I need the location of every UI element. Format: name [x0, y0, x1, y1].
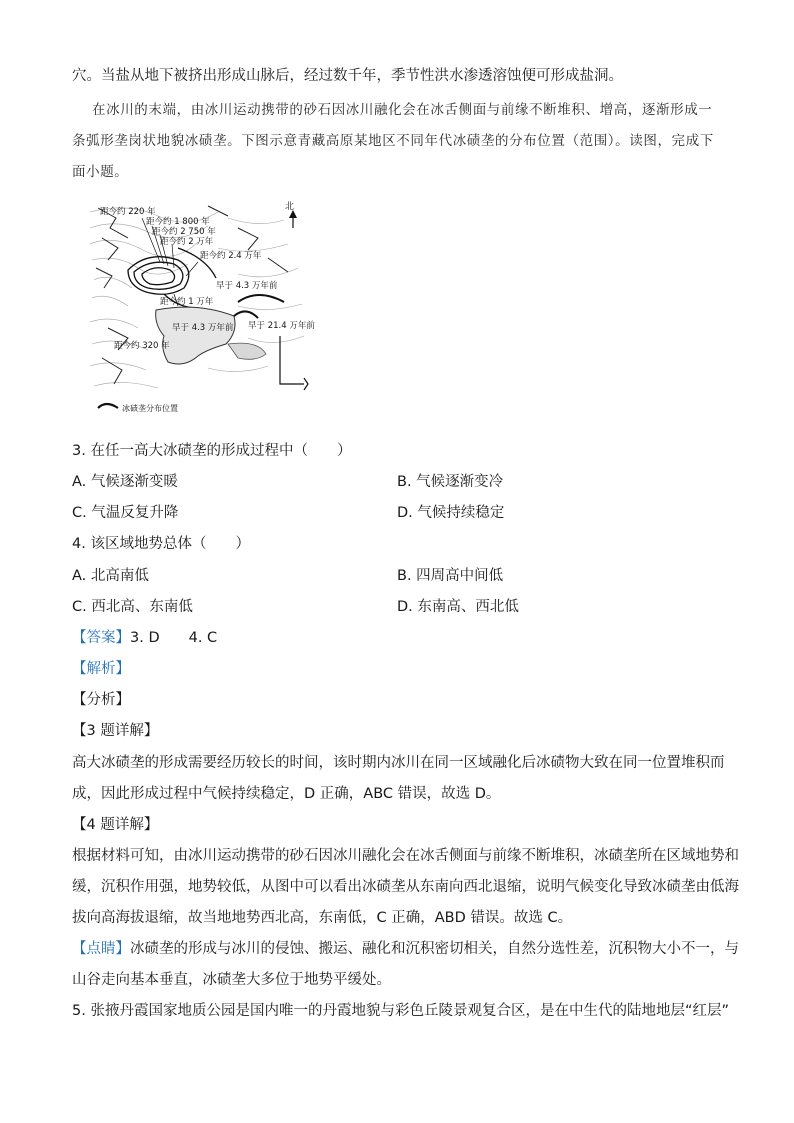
detail-4-tag: 【4 题详解】 — [72, 817, 159, 833]
material-paragraph-line: 面小题。 — [72, 164, 129, 180]
q4-option-a: A. 北高南低 — [72, 568, 149, 584]
fenxi-tag: 【分析】 — [72, 692, 130, 708]
tip-tag: 【点睛】 — [72, 941, 130, 957]
q4-option-c: C. 西北高、东南低 — [72, 599, 193, 615]
detail-3-text: 高大冰碛垄的形成需要经历较长的时间，该时期内冰川在同一区域融化后冰碛物大致在同一位置堆积而 — [72, 755, 725, 771]
moraine-legend-icon — [98, 404, 118, 408]
detail-3-tag: 【3 题详解】 — [72, 723, 159, 739]
map-label: 距今约 2 750 年 — [152, 227, 216, 237]
map-legend — [98, 403, 178, 413]
question-4-stem: 4. 该区域地势总体（ ） — [72, 536, 250, 552]
answer-line — [72, 628, 217, 648]
q3-option-d: D. 气候持续稳定 — [397, 505, 505, 521]
q3-option-a: A. 气候逐渐变暖 — [72, 474, 178, 490]
tip-text: 山谷走向基本垂直，冰碛垄大多位于地势平缓处。 — [72, 972, 391, 988]
map-label: 距今约 2 万年 — [160, 237, 214, 247]
detail-4-text: 根据材料可知，由冰川运动携带的砂石因冰川融化会在冰舌侧面与前缘不断堆积，冰碛垄所在区域地势和 — [72, 848, 739, 864]
material-paragraph-line: 在冰川的末端，由冰川运动携带的砂石因冰川融化会在冰舌侧面与前缘不断堆积、增高，逐渐形成一 — [92, 102, 713, 118]
map-label: 距今约 320 年 — [114, 341, 170, 351]
question-5-stem: 5. 张掖丹霞国家地质公园是国内唯一的丹霞地貌与彩色丘陵景观复合区，是在中生代的陆地地层“红层” — [72, 1003, 729, 1019]
q4-option-d: D. 东南高、西北低 — [397, 599, 519, 615]
map-label: 距今约 220 年 — [100, 207, 156, 217]
legend-label: 冰碛垄分布位置 — [122, 404, 178, 413]
tip-text: 冰碛垄的形成与冰川的侵蚀、搬运、融化和沉积密切相关，自然分选性差，沉积物大小不一，与 — [130, 941, 739, 957]
north-label: 北 — [285, 202, 295, 212]
map-label: 距今约 1 万年 — [160, 297, 214, 307]
north-arrow-icon — [285, 200, 297, 228]
q3-option-b: B. 气候逐渐变冷 — [397, 474, 504, 490]
detail-4-text: 拔向高海拔退缩，故当地地势西北高，东南低，C 正确，ABD 错误。故选 C。 — [72, 910, 573, 926]
answer-text: 3. D 4. C — [130, 630, 218, 646]
map-label: 早于 4.3 万年前 — [216, 281, 278, 291]
map-label: 距今约 1 800 年 — [146, 217, 210, 227]
question-3-stem: 3. 在任一高大冰碛垄的形成过程中（ ） — [72, 443, 352, 459]
detail-4-text: 缓，沉积作用强，地势较低，从图中可以看出冰碛垄从东南向西北退缩，说明气候变化导致冰碛垄由低海 — [72, 879, 739, 895]
map-label: 距今约 2.4 万年 — [200, 251, 262, 261]
map-label: 早于 21.4 万年前 — [248, 321, 315, 331]
tip-line — [72, 939, 739, 959]
moraine-map-figure — [88, 198, 320, 420]
analysis-tag: 【解析】 — [72, 661, 130, 677]
q4-option-b: B. 四周高中间低 — [397, 568, 504, 584]
intro-line: 穴。当盐从地下被挤出形成山脉后，经过数千年，季节性洪水渗透溶蚀便可形成盐洞。 — [72, 68, 623, 84]
detail-3-text: 成，因此形成过程中气候持续稳定，D 正确，ABC 错误，故选 D。 — [72, 786, 501, 802]
answer-tag: 【答案】 — [72, 630, 130, 646]
q3-option-c: C. 气温反复升降 — [72, 505, 179, 521]
map-label: 早于 4.3 万年前 — [172, 323, 234, 333]
material-paragraph-line: 条弧形垄岗状地貌冰碛垄。下图示意青藏高原某地区不同年代冰碛垄的分布位置（范围）。读图，完成下 — [72, 133, 714, 149]
